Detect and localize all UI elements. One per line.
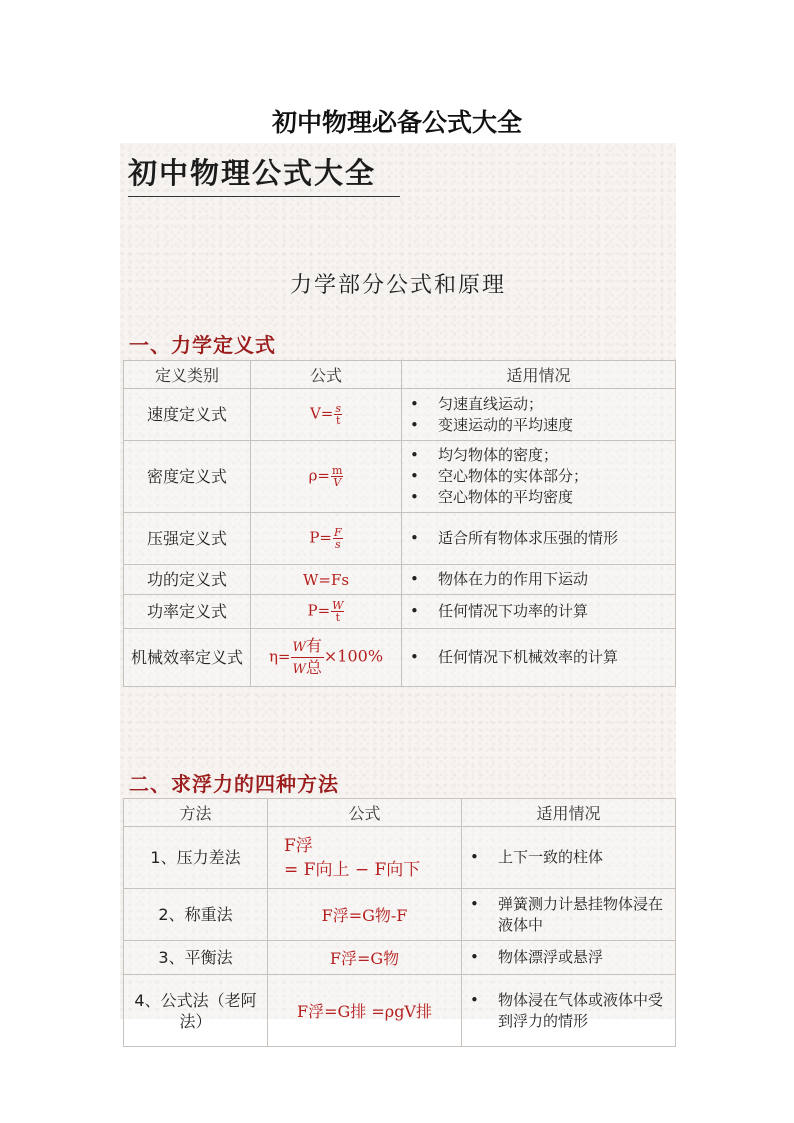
- list-item: • 任何情况下机械效率的计算: [410, 647, 669, 668]
- formula-line: = F向上 − F向下: [284, 859, 421, 880]
- header-cell: 定义类别: [124, 361, 251, 389]
- usage-cell: [462, 889, 676, 941]
- list-item: • 匀速直线运动；: [410, 394, 669, 415]
- category-cell: 功率定义式: [124, 595, 251, 629]
- formula-cell: P= $\frac{F}{s}$: [251, 513, 402, 565]
- formula-cell: [268, 827, 462, 889]
- usage-cell: [402, 513, 676, 565]
- formula-cell: P= $\frac{W}{t}$: [251, 595, 402, 629]
- header-cell: 适用情况: [402, 361, 676, 389]
- table-header-row: [124, 361, 676, 389]
- list-item: • 适合所有物体求压强的情形: [410, 528, 669, 549]
- banner-title: 初中物理公式大全: [128, 151, 400, 197]
- formula-cell: ρ= $\frac{m}{V}$: [251, 441, 402, 513]
- list-item: • 物体浸在气体或液体中受到浮力的情形: [470, 990, 669, 1032]
- method-cell: 1、压力差法: [124, 827, 268, 889]
- section-2-title: 二、求浮力的四种方法: [129, 772, 339, 796]
- list-item: • 均匀物体的密度；: [410, 445, 669, 466]
- header-cell: 公式: [268, 799, 462, 827]
- usage-cell: [402, 595, 676, 629]
- table-row: [124, 595, 676, 629]
- header-cell: 适用情况: [462, 799, 676, 827]
- list-item: • 上下一致的柱体: [470, 847, 669, 868]
- method-cell: 4、公式法（老阿法）: [124, 975, 268, 1047]
- list-item: • 物体在力的作用下运动: [410, 569, 669, 590]
- category-cell: 机械效率定义式: [124, 629, 251, 687]
- formula-cell: W=Fs: [251, 565, 402, 595]
- usage-cell: [402, 629, 676, 687]
- table-row: [124, 513, 676, 565]
- method-cell: 2、称重法: [124, 889, 268, 941]
- part-title: 力学部分公式和原理: [289, 273, 506, 298]
- formula-cell: V= $\frac{s}{t}$: [251, 389, 402, 441]
- table-row: [124, 941, 676, 975]
- usage-cell: [402, 441, 676, 513]
- formula-cell: F浮=G排 =ρgV排: [268, 975, 462, 1047]
- header-cell: 公式: [251, 361, 402, 389]
- definition-table: [123, 360, 676, 687]
- formula-cell: F浮=G物-F: [268, 889, 462, 941]
- table-header-row: [124, 799, 676, 827]
- list-item: • 任何情况下功率的计算: [410, 601, 669, 622]
- formula-cell: η= $\frac{\text{W有}}{\text{W总}}$ ×100%: [251, 629, 402, 687]
- section-1-title: 一、力学定义式: [129, 333, 276, 357]
- list-item: • 弹簧测力计悬挂物体浸在液体中: [470, 894, 669, 936]
- table-row: [124, 565, 676, 595]
- table-row: [124, 975, 676, 1047]
- usage-cell: [402, 565, 676, 595]
- usage-cell: [462, 827, 676, 889]
- table-row: [124, 889, 676, 941]
- formula-line: F浮: [284, 835, 313, 856]
- usage-cell: [402, 389, 676, 441]
- category-cell: 速度定义式: [124, 389, 251, 441]
- list-item: • 空心物体的平均密度: [410, 487, 669, 508]
- scanned-page: [120, 143, 676, 1031]
- document-title: 初中物理必备公式大全: [271, 108, 522, 137]
- list-item: • 变速运动的平均速度: [410, 415, 669, 436]
- usage-cell: [462, 975, 676, 1047]
- list-item: • 空心物体的实体部分；: [410, 466, 669, 487]
- list-item: • 物体漂浮或悬浮: [470, 947, 669, 968]
- category-cell: 密度定义式: [124, 441, 251, 513]
- usage-cell: [462, 941, 676, 975]
- table-row: [124, 629, 676, 687]
- buoyancy-table: [123, 798, 676, 1047]
- method-cell: 3、平衡法: [124, 941, 268, 975]
- header-cell: 方法: [124, 799, 268, 827]
- formula-cell: F浮=G物: [268, 941, 462, 975]
- category-cell: 功的定义式: [124, 565, 251, 595]
- table-row: [124, 441, 676, 513]
- table-row: [124, 389, 676, 441]
- category-cell: 压强定义式: [124, 513, 251, 565]
- table-row: [124, 827, 676, 889]
